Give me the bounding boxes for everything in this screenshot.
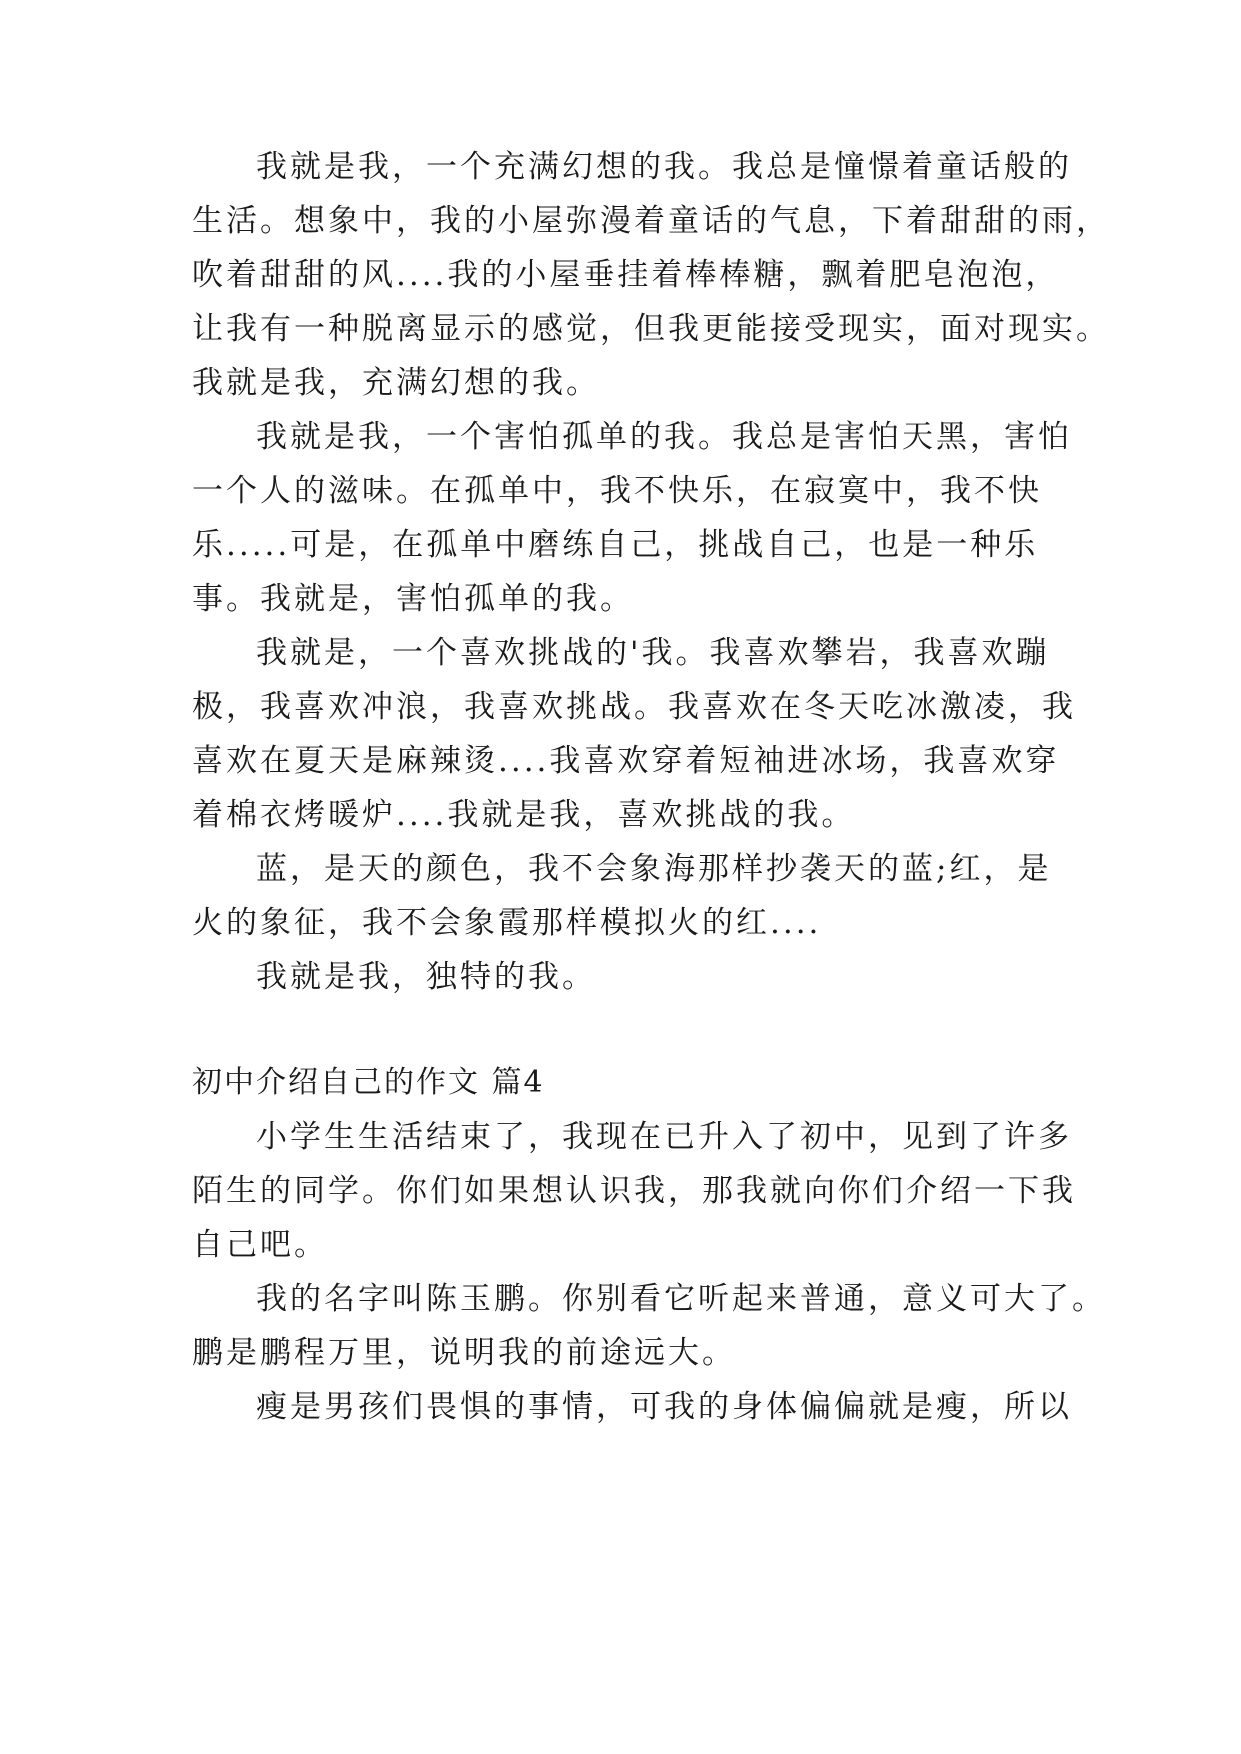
paragraph-3-line-2: 极，我喜欢冲浪，我喜欢挑战。我喜欢在冬天吃冰激凌，我 (192, 689, 1076, 725)
paragraph-3-line-3: 喜欢在夏天是麻辣烫....我喜欢穿着短袖进冰场，我喜欢穿 (192, 743, 1060, 779)
section-b-paragraph-3-line-1: 瘦是男孩们畏惧的事情，可我的身体偏偏就是瘦，所以 (256, 1389, 1072, 1425)
paragraph-1-line-2: 生活。想象中，我的小屋弥漫着童话的气息，下着甜甜的雨， (192, 203, 1110, 239)
paragraph-1-line-1: 我就是我，一个充满幻想的我。我总是憧憬着童话般的 (256, 149, 1072, 185)
paragraph-2-line-1: 我就是我，一个害怕孤单的我。我总是害怕天黑，害怕 (256, 419, 1072, 455)
paragraph-2-line-4: 事。我就是，害怕孤单的我。 (192, 581, 634, 617)
section-b-paragraph-2-line-1: 我的名字叫陈玉鹏。你别看它听起来普通，意义可大了。 (256, 1281, 1106, 1317)
section-b-paragraph-1-line-3: 自己吧。 (192, 1227, 328, 1263)
paragraph-2-line-2: 一个人的滋味。在孤单中，我不快乐，在寂寞中，我不快 (192, 473, 1042, 509)
paragraph-1-line-4: 让我有一种脱离显示的感觉，但我更能接受现实，面对现实。 (192, 311, 1110, 347)
paragraph-3-line-1: 我就是，一个喜欢挑战的'我。我喜欢攀岩，我喜欢蹦 (256, 635, 1050, 671)
section-b-paragraph-2-line-2: 鹏是鹏程万里，说明我的前途远大。 (192, 1335, 736, 1371)
paragraph-2-line-3: 乐.....可是，在孤单中磨练自己，挑战自己，也是一种乐 (192, 527, 1039, 563)
paragraph-4-line-1: 蓝，是天的颜色，我不会象海那样抄袭天的蓝;红，是 (256, 851, 1052, 887)
paragraph-4-line-2: 火的象征，我不会象霞那样模拟火的红.... (192, 905, 822, 941)
section-b-paragraph-1-line-1: 小学生生活结束了，我现在已升入了初中，见到了许多 (256, 1119, 1072, 1155)
paragraph-1-line-5: 我就是我，充满幻想的我。 (192, 365, 600, 401)
section-heading: 初中介绍自己的作文 篇4 (192, 1065, 545, 1100)
paragraph-3-line-4: 着棉衣烤暖炉....我就是我，喜欢挑战的我。 (192, 797, 856, 833)
paragraph-1-line-3: 吹着甜甜的风....我的小屋垂挂着棒棒糖，飘着肥皂泡泡， (192, 257, 1060, 293)
paragraph-5-line-1: 我就是我，独特的我。 (256, 959, 596, 995)
section-b-paragraph-1-line-2: 陌生的同学。你们如果想认识我，那我就向你们介绍一下我 (192, 1173, 1076, 1209)
